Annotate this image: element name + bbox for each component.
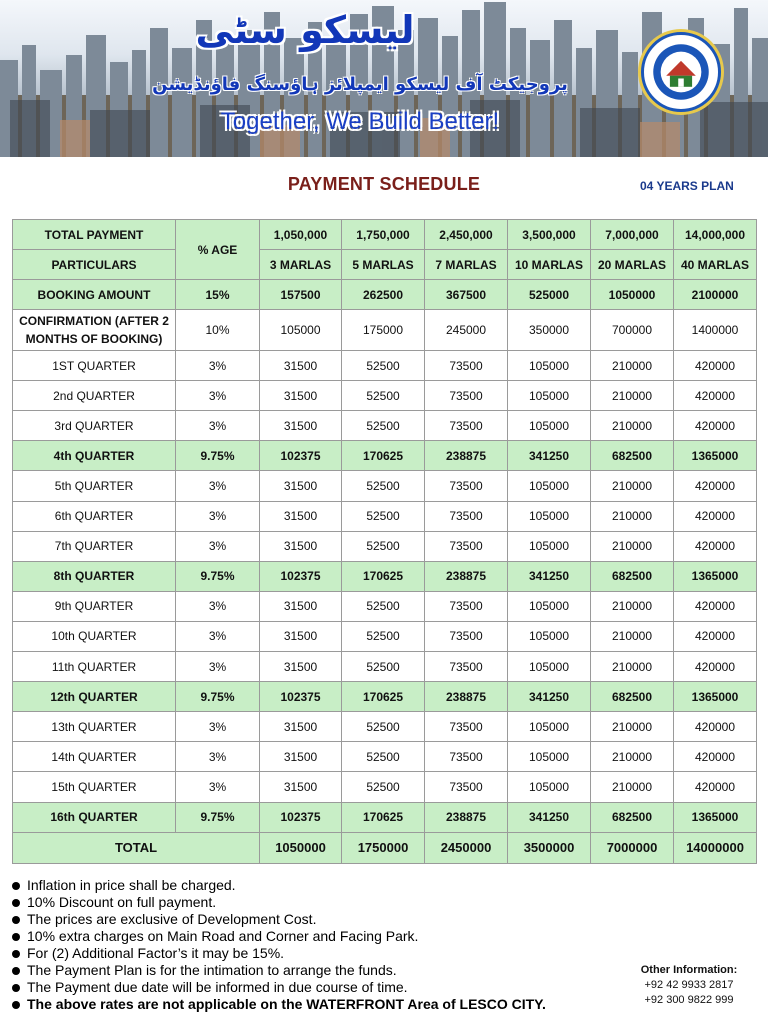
contact-phone: +92 300 9822 999 (644, 994, 734, 1006)
total-amount: 2450000 (425, 832, 508, 863)
row-amount: 420000 (674, 591, 757, 621)
row-percentage: 3% (176, 351, 260, 381)
total-amount: 14000000 (674, 832, 757, 863)
row-percentage: 15% (176, 280, 260, 310)
urdu-title: لیسکو سٹی (195, 8, 415, 52)
total-amount: 1050000 (260, 832, 342, 863)
row-amount: 245000 (425, 310, 508, 351)
row-label: 11th QUARTER (13, 652, 176, 682)
table-row (13, 411, 757, 441)
row-amount: 682500 (591, 682, 674, 712)
row-amount: 105000 (508, 501, 591, 531)
row-amount: 682500 (591, 441, 674, 471)
row-amount: 341250 (508, 441, 591, 471)
row-label: 5th QUARTER (13, 471, 176, 501)
notes-list (12, 877, 632, 1013)
row-amount: 175000 (342, 310, 425, 351)
row-amount: 341250 (508, 802, 591, 832)
row-percentage: 3% (176, 531, 260, 561)
row-amount: 341250 (508, 561, 591, 591)
row-amount: 73500 (425, 531, 508, 561)
row-amount: 73500 (425, 772, 508, 802)
row-percentage: 3% (176, 501, 260, 531)
row-amount: 52500 (342, 501, 425, 531)
total-row (13, 832, 757, 863)
header-banner (0, 0, 768, 157)
row-label: 14th QUARTER (13, 742, 176, 772)
row-amount: 1365000 (674, 802, 757, 832)
row-amount: 210000 (591, 381, 674, 411)
row-amount: 238875 (425, 441, 508, 471)
header-cell: % AGE (176, 220, 260, 280)
row-amount: 31500 (260, 621, 342, 651)
row-amount: 52500 (342, 621, 425, 651)
table-row (13, 742, 757, 772)
row-amount: 105000 (508, 531, 591, 561)
house-emblem-icon (644, 35, 718, 109)
row-amount: 73500 (425, 621, 508, 651)
row-amount: 73500 (425, 381, 508, 411)
row-amount: 420000 (674, 742, 757, 772)
row-amount: 210000 (591, 621, 674, 651)
row-label: CONFIRMATION (AFTER 2 MONTHS OF BOOKING) (13, 310, 176, 351)
row-label: 7th QUARTER (13, 531, 176, 561)
table-row (13, 351, 757, 381)
row-amount: 31500 (260, 381, 342, 411)
row-amount: 105000 (260, 310, 342, 351)
row-amount: 31500 (260, 351, 342, 381)
header-row-total-payment (13, 220, 757, 250)
row-amount: 73500 (425, 411, 508, 441)
row-amount: 210000 (591, 712, 674, 742)
table-row (13, 441, 757, 471)
row-amount: 170625 (342, 441, 425, 471)
row-label: 2nd QUARTER (13, 381, 176, 411)
row-amount: 1365000 (674, 561, 757, 591)
row-amount: 420000 (674, 501, 757, 531)
row-amount: 210000 (591, 351, 674, 381)
row-amount: 73500 (425, 591, 508, 621)
row-amount: 420000 (674, 712, 757, 742)
row-amount: 1365000 (674, 682, 757, 712)
row-amount: 52500 (342, 712, 425, 742)
note-item: The Payment Plan is for the intimation to arrange the funds. (12, 962, 632, 979)
header-cell: 1,050,000 (260, 220, 342, 250)
row-amount: 210000 (591, 742, 674, 772)
note-item: 10% extra charges on Main Road and Corner and Facing Park. (12, 928, 632, 945)
table-row (13, 280, 757, 310)
row-label: 3rd QUARTER (13, 411, 176, 441)
row-percentage: 3% (176, 411, 260, 441)
row-amount: 2100000 (674, 280, 757, 310)
row-amount: 420000 (674, 772, 757, 802)
row-amount: 73500 (425, 471, 508, 501)
row-label: 6th QUARTER (13, 501, 176, 531)
row-amount: 31500 (260, 742, 342, 772)
table-row (13, 712, 757, 742)
row-label: 1ST QUARTER (13, 351, 176, 381)
table-row (13, 381, 757, 411)
row-amount: 31500 (260, 772, 342, 802)
row-label: 16th QUARTER (13, 802, 176, 832)
row-percentage: 9.75% (176, 682, 260, 712)
contact-info (630, 963, 748, 1008)
row-amount: 262500 (342, 280, 425, 310)
row-amount: 210000 (591, 652, 674, 682)
header-cell: 1,750,000 (342, 220, 425, 250)
header-cell: PARTICULARS (13, 250, 176, 280)
table-row (13, 531, 757, 561)
row-amount: 73500 (425, 742, 508, 772)
header-cell: 5 MARLAS (342, 250, 425, 280)
row-amount: 52500 (342, 531, 425, 561)
row-amount: 31500 (260, 531, 342, 561)
row-amount: 73500 (425, 501, 508, 531)
row-amount: 420000 (674, 471, 757, 501)
table-row (13, 621, 757, 651)
row-amount: 420000 (674, 621, 757, 651)
note-item: The prices are exclusive of Development Cost. (12, 911, 632, 928)
row-amount: 420000 (674, 381, 757, 411)
row-percentage: 3% (176, 712, 260, 742)
total-amount: 7000000 (591, 832, 674, 863)
row-amount: 420000 (674, 351, 757, 381)
row-amount: 210000 (591, 501, 674, 531)
payment-schedule-table (12, 219, 757, 864)
row-amount: 238875 (425, 802, 508, 832)
header-cell: 40 MARLAS (674, 250, 757, 280)
row-amount: 52500 (342, 772, 425, 802)
row-amount: 170625 (342, 682, 425, 712)
row-amount: 105000 (508, 712, 591, 742)
row-amount: 700000 (591, 310, 674, 351)
row-amount: 420000 (674, 652, 757, 682)
header-cell: 10 MARLAS (508, 250, 591, 280)
row-amount: 52500 (342, 742, 425, 772)
row-amount: 52500 (342, 591, 425, 621)
header-cell: 3 MARLAS (260, 250, 342, 280)
row-label: 9th QUARTER (13, 591, 176, 621)
row-amount: 31500 (260, 411, 342, 441)
table-row (13, 471, 757, 501)
note-item: The Payment due date will be informed in due course of time. (12, 979, 632, 996)
row-amount: 105000 (508, 621, 591, 651)
row-amount: 420000 (674, 411, 757, 441)
row-amount: 210000 (591, 471, 674, 501)
row-amount: 210000 (591, 531, 674, 561)
row-amount: 210000 (591, 411, 674, 441)
table-row (13, 501, 757, 531)
row-amount: 73500 (425, 712, 508, 742)
row-label: 15th QUARTER (13, 772, 176, 802)
row-amount: 170625 (342, 802, 425, 832)
row-amount: 1365000 (674, 441, 757, 471)
row-percentage: 3% (176, 471, 260, 501)
urdu-subtitle: پروجیکٹ آف لیسکو ایمپلائز ہاؤسنگ فاؤنڈیشن (152, 74, 568, 95)
row-amount: 52500 (342, 411, 425, 441)
row-amount: 1400000 (674, 310, 757, 351)
row-amount: 102375 (260, 802, 342, 832)
row-amount: 102375 (260, 682, 342, 712)
row-label: 13th QUARTER (13, 712, 176, 742)
row-amount: 31500 (260, 501, 342, 531)
contact-phone: +92 42 9933 2817 (644, 979, 734, 991)
note-item: For (2) Additional Factor’s it may be 15%. (12, 945, 632, 962)
row-amount: 52500 (342, 471, 425, 501)
row-percentage: 9.75% (176, 561, 260, 591)
table-row (13, 310, 757, 351)
row-amount: 105000 (508, 351, 591, 381)
row-amount: 105000 (508, 652, 591, 682)
header-cell: 3,500,000 (508, 220, 591, 250)
row-percentage: 3% (176, 772, 260, 802)
row-amount: 525000 (508, 280, 591, 310)
table-row (13, 652, 757, 682)
table-row (13, 591, 757, 621)
row-percentage: 9.75% (176, 441, 260, 471)
note-item: Inflation in price shall be charged. (12, 877, 632, 894)
row-amount: 52500 (342, 652, 425, 682)
header-cell: TOTAL PAYMENT (13, 220, 176, 250)
row-amount: 105000 (508, 742, 591, 772)
header-row-particulars (13, 250, 757, 280)
row-percentage: 10% (176, 310, 260, 351)
header-cell: 2,450,000 (425, 220, 508, 250)
row-amount: 52500 (342, 351, 425, 381)
plan-duration: 04 YEARS PLAN (640, 179, 734, 193)
row-label: 4th QUARTER (13, 441, 176, 471)
row-amount: 31500 (260, 652, 342, 682)
row-percentage: 3% (176, 621, 260, 651)
header-cell: 7,000,000 (591, 220, 674, 250)
header-cell: 7 MARLAS (425, 250, 508, 280)
header-cell: 14,000,000 (674, 220, 757, 250)
row-percentage: 3% (176, 652, 260, 682)
row-amount: 105000 (508, 411, 591, 441)
row-amount: 102375 (260, 441, 342, 471)
row-amount: 31500 (260, 712, 342, 742)
row-amount: 238875 (425, 682, 508, 712)
row-label: 10th QUARTER (13, 621, 176, 651)
tagline: Together, We Build Better! (220, 108, 500, 135)
row-amount: 52500 (342, 381, 425, 411)
header-cell: 20 MARLAS (591, 250, 674, 280)
row-amount: 31500 (260, 591, 342, 621)
row-amount: 238875 (425, 561, 508, 591)
page-title: PAYMENT SCHEDULE (287, 174, 481, 194)
row-amount: 105000 (508, 591, 591, 621)
row-amount: 210000 (591, 772, 674, 802)
row-amount: 367500 (425, 280, 508, 310)
row-amount: 682500 (591, 802, 674, 832)
row-amount: 31500 (260, 471, 342, 501)
row-amount: 73500 (425, 351, 508, 381)
row-amount: 350000 (508, 310, 591, 351)
total-label: TOTAL (13, 832, 260, 863)
row-amount: 420000 (674, 531, 757, 561)
note-item: The above rates are not applicable on the WATERFRONT Area of LESCO CITY. (12, 996, 632, 1013)
contact-heading: Other Information: (640, 964, 738, 976)
row-label: 8th QUARTER (13, 561, 176, 591)
total-amount: 3500000 (508, 832, 591, 863)
total-amount: 1750000 (342, 832, 425, 863)
row-amount: 682500 (591, 561, 674, 591)
row-amount: 341250 (508, 682, 591, 712)
note-item: 10% Discount on full payment. (12, 894, 632, 911)
row-amount: 105000 (508, 381, 591, 411)
row-label: 12th QUARTER (13, 682, 176, 712)
table-row (13, 561, 757, 591)
row-percentage: 3% (176, 381, 260, 411)
row-percentage: 3% (176, 742, 260, 772)
foundation-logo (641, 32, 721, 112)
row-amount: 210000 (591, 591, 674, 621)
table-row (13, 682, 757, 712)
table-row (13, 772, 757, 802)
row-amount: 102375 (260, 561, 342, 591)
table-row (13, 802, 757, 832)
row-label: BOOKING AMOUNT (13, 280, 176, 310)
row-amount: 170625 (342, 561, 425, 591)
row-amount: 105000 (508, 772, 591, 802)
row-amount: 73500 (425, 652, 508, 682)
row-amount: 105000 (508, 471, 591, 501)
row-amount: 1050000 (591, 280, 674, 310)
row-percentage: 3% (176, 591, 260, 621)
row-amount: 157500 (260, 280, 342, 310)
row-percentage: 9.75% (176, 802, 260, 832)
